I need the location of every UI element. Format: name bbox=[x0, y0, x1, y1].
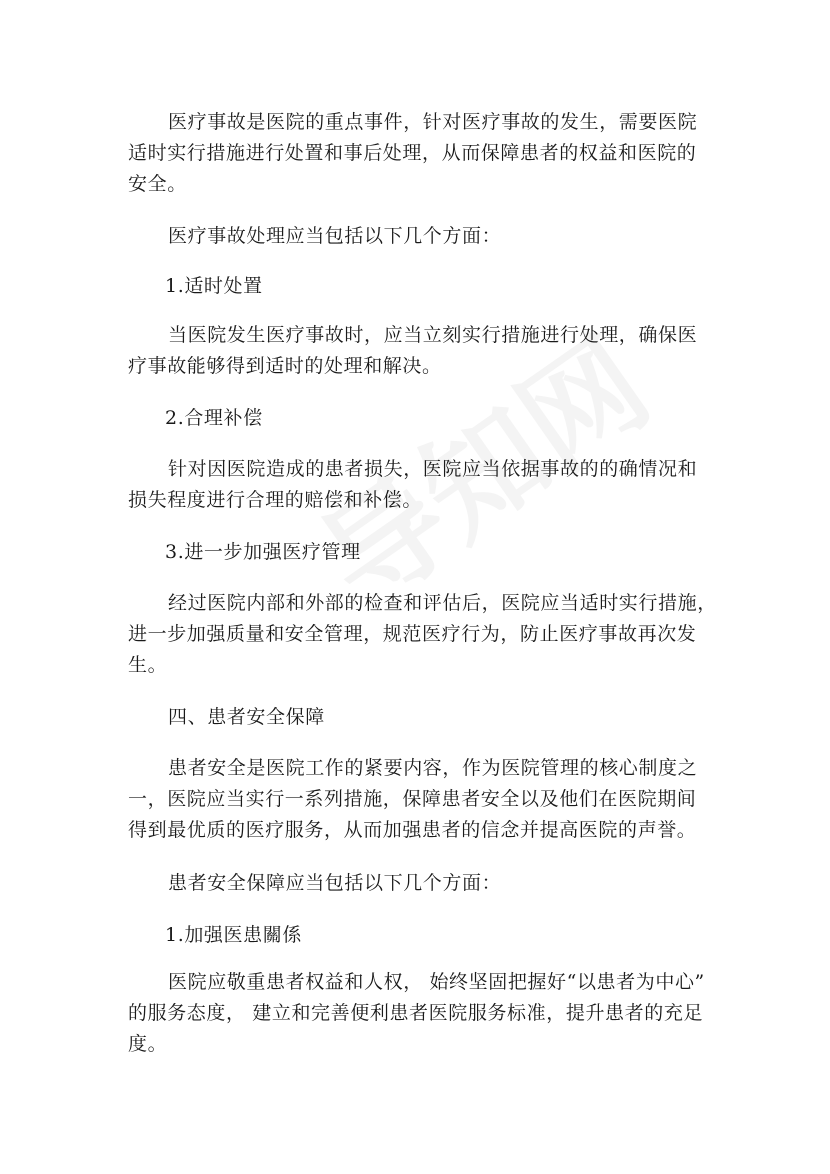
heading-doctor-patient-relation bbox=[165, 920, 745, 951]
text-line: 进一步加强质量和安全管理，规范医疗行为，防止医疗事故再次发 bbox=[128, 623, 697, 645]
text-line: 3.进一步加强医疗管理 bbox=[165, 541, 361, 563]
paragraph-medical-accident-intro bbox=[128, 107, 708, 200]
text-line: 损失程度进行合理的赔偿和补偿。 bbox=[128, 489, 423, 511]
paragraph-patient-safety bbox=[128, 753, 708, 846]
text-line: 适时实行措施进行处置和事后处理，从而保障患者的权益和医院的 bbox=[128, 142, 697, 164]
text-line: 医疗事故处理应当包括以下几个方面： bbox=[168, 225, 502, 247]
text-line: 经过医院内部和外部的检查和评估后，医院应当适时实行措施， bbox=[168, 592, 717, 614]
text-line: 度。 bbox=[128, 1033, 168, 1055]
heading-timely-disposal bbox=[165, 271, 745, 302]
text-line: 四、患者安全保障 bbox=[168, 706, 325, 728]
text-line: 1.适时处置 bbox=[165, 275, 263, 297]
paragraph-safety-aspects bbox=[168, 868, 748, 899]
heading-strengthen-management bbox=[165, 537, 745, 568]
paragraph-timely-disposal bbox=[128, 320, 708, 382]
text-line: 患者安全保障应当包括以下几个方面： bbox=[168, 872, 502, 894]
text-line: 当医院发生医疗事故时，应当立刻实行措施进行处理，确保医 bbox=[168, 324, 698, 346]
text-line: 安全。 bbox=[128, 173, 187, 195]
text-line: 生。 bbox=[128, 654, 168, 676]
text-line: 疗事故能够得到适时的处理和解决。 bbox=[128, 355, 442, 377]
text-line: 得到最优质的医疗服务，从而加强患者的信念并提高医院的声誉。 bbox=[128, 819, 697, 841]
paragraph-strengthen-management bbox=[128, 588, 717, 681]
text-line: 患者安全是医院工作的紧要内容，作为医院管理的核心制度之 bbox=[168, 757, 698, 779]
text-line: 1.加强医患關係 bbox=[165, 924, 302, 946]
text-line: 一，医院应当实行一系列措施，保障患者安全以及他们在医院期间 bbox=[128, 788, 697, 810]
paragraph-reasonable-compensation bbox=[128, 454, 708, 516]
text-line: 医疗事故是医院的重点事件，针对医疗事故的发生，需要医院 bbox=[168, 111, 698, 133]
text-line: 的服务态度， 建立和完善便利患者医院服务标准，提升患者的充足 bbox=[128, 1002, 704, 1024]
heading-patient-safety bbox=[168, 702, 748, 733]
text-line: 医院应敬重患者权益和人权， 始终坚固把握好“以患者为中心” bbox=[168, 971, 705, 993]
paragraph-handling-aspects bbox=[168, 221, 748, 252]
heading-reasonable-compensation bbox=[165, 403, 745, 434]
paragraph-doctor-patient-relation bbox=[128, 967, 708, 1060]
text-line: 2.合理补偿 bbox=[165, 407, 263, 429]
text-line: 针对因医院造成的患者损失，医院应当依据事故的的确情况和 bbox=[168, 458, 698, 480]
